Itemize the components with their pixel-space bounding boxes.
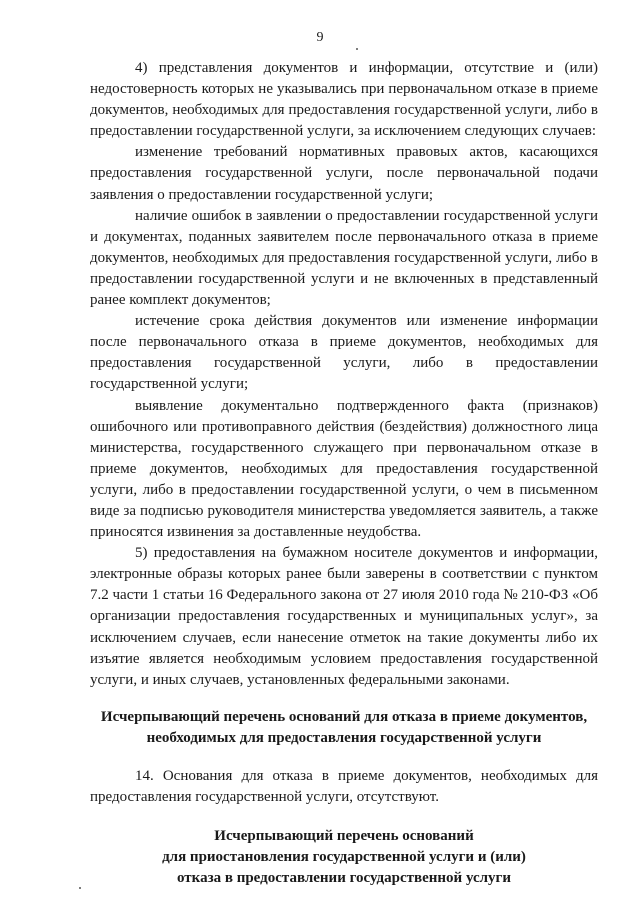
heading-line: отказа в предоставлении государственной услуги [176, 870, 512, 887]
paragraph-item-5: 5) предоставления на бумажном носителе документов и информации, электронные образы которых ранее были заверены в соответствии с пунктом 7.2 части 1 статьи 16 Федерального закона от 27 июля 2010 года № 210-ФЗ «Об организации предоставления государственных и муниципальных услуг», за исключением случаев, если нанесение отметок на такие документы либо их изъятие является необходимым условием предоставления государственной услуги, и иных случаев, установленных федеральными законами. [90, 545, 598, 688]
section-heading-refusal-reception [90, 707, 598, 749]
heading-line: Исчерпывающий перечень оснований для отказа в приеме документов, [100, 708, 588, 725]
document-body [90, 58, 598, 889]
paragraph-14: 14. Основания для отказа в приеме документов, необходимых для предоставления государственной услуги, отсутствуют. [90, 768, 598, 806]
heading-line: Исчерпывающий перечень оснований [214, 828, 474, 845]
paragraph-expiry: истечение срока действия документов или изменение информации после первоначального отказа в приеме документов, необходимых для предоставления государственной услуги, либо в предоставлении государственной услуги; [90, 313, 598, 393]
scan-speck [356, 48, 358, 50]
paragraph-application-errors: наличие ошибок в заявлении о предоставлении государственной услуги и документах, поданных заявителем после первоначального отказа в приеме документов, необходимых для предоставления государственной услуги, либо в предоставлении государственной услуги и не включенных в представленный ранее комплект документов; [90, 207, 598, 309]
section-heading-suspension-refusal [90, 826, 598, 889]
paragraph-misconduct: выявление документально подтвержденного факта (признаков) ошибочного или противоправного действия (бездействия) должностного лица министерства, государственного служащего при первоначальном отказе в приеме документов, необходимых для предоставления государственной услуги, либо в предоставлении государственной услуги, о чем в письменном виде за подписью руководителя министерства уведомляется заявитель, а также приносятся извинения за доставленные неудобства. [90, 397, 598, 541]
page-number: 9 [316, 30, 324, 45]
heading-line: для приостановления государственной услуги и (или) [162, 849, 526, 866]
heading-line: необходимых для предоставления государственной услуги [146, 729, 542, 746]
paragraph-item-4: 4) представления документов и информации, отсутствие и (или) недостоверность которых не указывались при первоначальном отказе в приеме документов, необходимых для предоставления государственной услуги, либо в предоставлении государственной услуги, за исключением следующих случаев: [90, 60, 598, 140]
scan-speck [79, 887, 81, 889]
paragraph-requirements-change: изменение требований нормативных правовых актов, касающихся предоставления государственной услуги, после первоначальной подачи заявления о предоставлении государственной услуги; [90, 144, 598, 203]
